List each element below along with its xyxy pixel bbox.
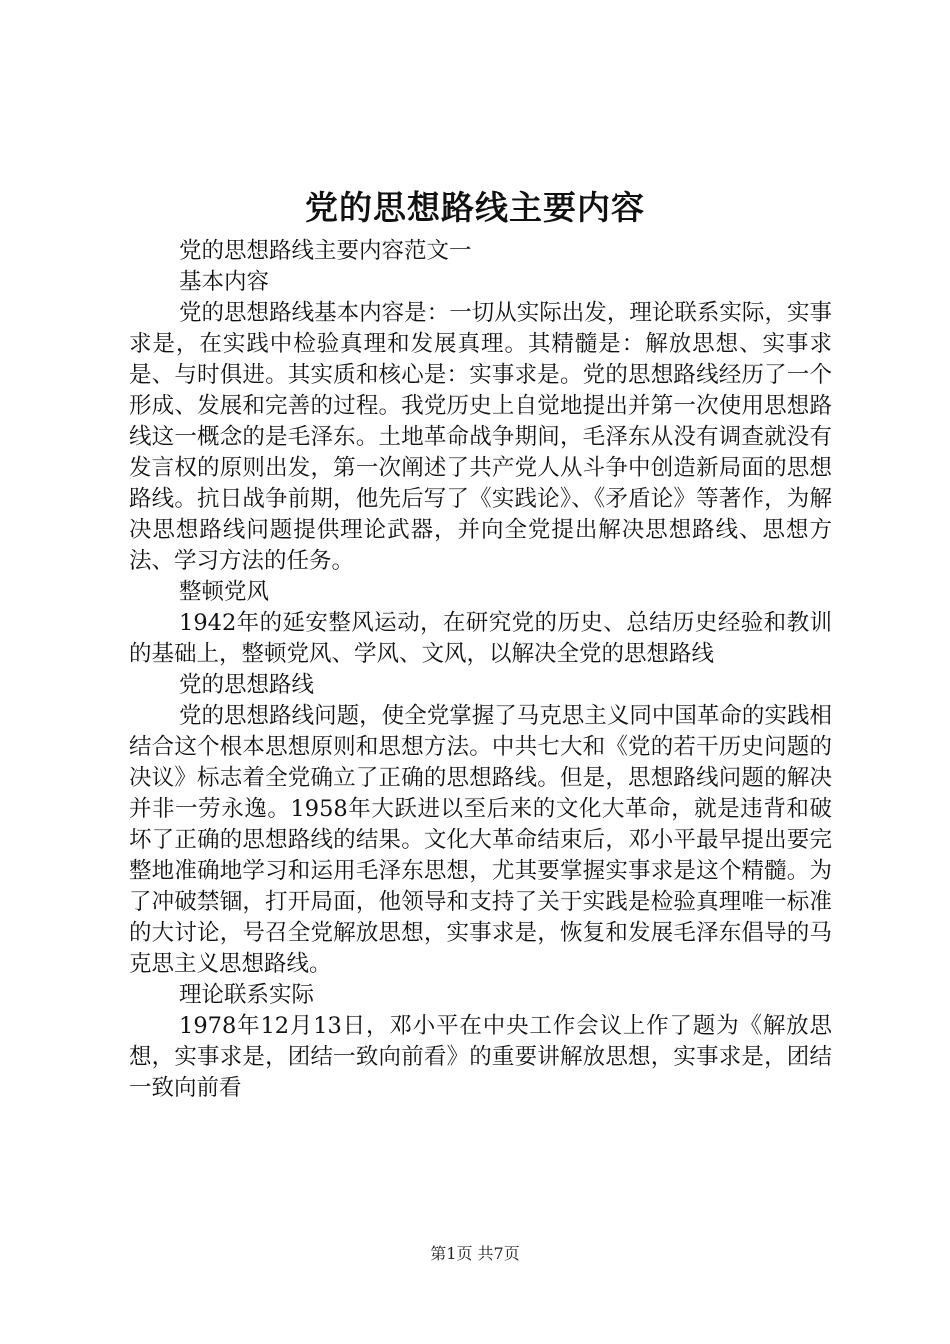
paragraph-rectify-party-style: 1942年的延安整风运动，在研究党的历史、总结历史经验和教训的基础上，整顿党风、学风、文风，以解决全党的思想路线	[129, 610, 832, 667]
document-body	[129, 236, 832, 1104]
section-heading-rectify-party-style: 整顿党风	[179, 579, 270, 605]
paragraph-theory-practice: 1978年12月13日，邓小平在中央工作会议上作了题为《解放思想，实事求是，团结一致向前看》的重要讲解放思想，实事求是，团结一致向前看	[129, 1013, 832, 1101]
document-title: 党的思想路线主要内容	[305, 188, 645, 227]
section-heading-basic-content: 基本内容	[179, 269, 270, 295]
section-heading-ideological-line: 党的思想路线	[179, 672, 315, 698]
paragraph-basic-content: 党的思想路线基本内容是：一切从实际出发，理论联系实际，实事求是，在实践中检验真理和发展真理。其精髓是：解放思想、实事求是、与时俱进。其实质和核心是：实事求是。党的思想路线经历了一个形成、发展和完善的过程。我党历史上自觉地提出并第一次使用思想路线这一概念的是毛泽东。土地革命战争期间，毛泽东从没有调查就没有发言权的原则出发，第一次阐述了共产党人从斗争中创造新局面的思想路线。抗日战争前期，他先后写了《实践论》、《矛盾论》等著作，为解决思想路线问题提供理论武器，并向全党提出解决思想路线、思想方法、学习方法的任务。	[129, 300, 832, 574]
paragraph-subtitle: 党的思想路线主要内容范文一	[179, 238, 472, 264]
section-heading-theory-practice: 理论联系实际	[179, 982, 315, 1008]
paragraph-ideological-line: 党的思想路线问题，使全党掌握了马克思主义同中国革命的实践相结合这个根本思想原则和思想方法。中共七大和《党的若干历史问题的决议》标志着全党确立了正确的思想路线。但是，思想路线问题的解决并非一劳永逸。1958年大跃进以至后来的文化大革命，就是违背和破坏了正确的思想路线的结果。文化大革命结束后，邓小平最早提出要完整地准确地学习和运用毛泽东思想，尤其要掌握实事求是这个精髓。为了冲破禁锢，打开局面，他领导和支持了关于实践是检验真理唯一标准的大讨论，号召全党解放思想，实事求是，恢复和发展毛泽东倡导的马克思主义思想路线。	[129, 703, 832, 977]
page-footer: 第1页 共7页	[430, 1244, 520, 1263]
